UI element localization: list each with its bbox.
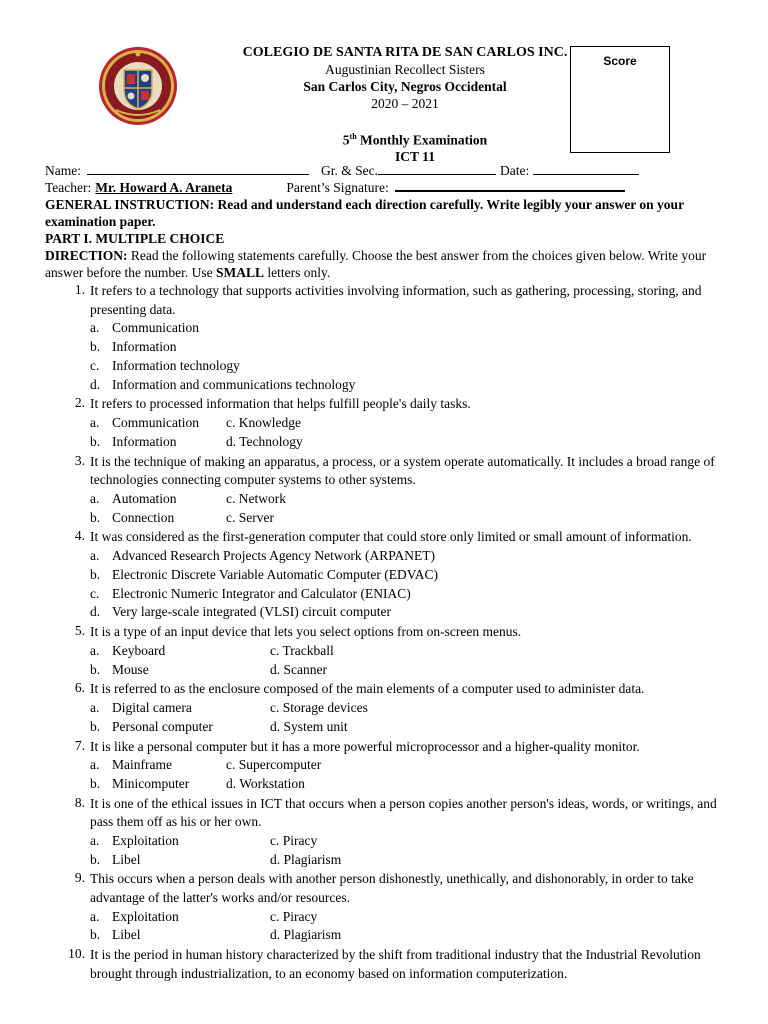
- direction-label: DIRECTION:: [45, 248, 128, 263]
- answer-choice: [90, 699, 192, 718]
- question-text: It is referred to as the enclosure composed of the main elements of a computer used to administer data.: [90, 681, 645, 697]
- question-item: [45, 453, 725, 528]
- choice-text: Information and communications technology: [112, 376, 356, 392]
- grade-section-field[interactable]: [378, 163, 496, 175]
- teacher-name: Mr. Howard A. Araneta: [95, 180, 233, 195]
- choice-row: [90, 926, 725, 945]
- answer-choice: [90, 357, 725, 376]
- direction-emphasis: SMALL: [215, 265, 264, 280]
- choice-letter: b.: [90, 775, 101, 791]
- choice-letter: a.: [90, 320, 100, 336]
- choice-text: Electronic Numeric Integrator and Calculator (ENIAC): [112, 585, 411, 601]
- choice-row: [90, 851, 725, 870]
- answer-choice: [90, 319, 725, 338]
- question-item: [45, 395, 725, 451]
- answer-choice: c. Trackball: [270, 642, 334, 658]
- score-box[interactable]: [570, 46, 670, 153]
- choice-text: Information: [112, 338, 177, 354]
- part-title: PART I. MULTIPLE CHOICE: [45, 231, 225, 246]
- choice-text: Mainframe: [112, 757, 172, 773]
- question-list: [45, 282, 725, 983]
- question-text: It is the period in human history characterized by the shift from traditional industry that the Industrial Revolution brought through industrialization, to an economy based on information computerization.: [90, 947, 701, 981]
- choice-grid: [90, 490, 725, 528]
- grade-section-label: Gr. & Sec.: [321, 163, 378, 178]
- answer-choice: d. Technology: [226, 433, 303, 449]
- question-item: [45, 282, 725, 394]
- exam-body: [45, 162, 725, 983]
- answer-choice: d. Plagiarism: [270, 851, 342, 867]
- answer-choice: [90, 718, 213, 737]
- question-text: It is a type of an input device that lets you select options from on-screen menus.: [90, 624, 522, 640]
- question-number: 8.: [74, 794, 85, 810]
- answer-choice: [90, 775, 189, 794]
- school-header: [210, 44, 600, 112]
- choice-row: [90, 414, 725, 433]
- choice-letter: a.: [90, 699, 100, 715]
- answer-choice: [90, 851, 141, 870]
- choice-row: [90, 832, 725, 851]
- answer-choice: [90, 926, 141, 945]
- answer-choice: [90, 547, 725, 566]
- answer-choice: [90, 566, 725, 585]
- choice-row: [90, 433, 725, 452]
- school-location: San Carlos City, Negros Occidental: [303, 79, 507, 94]
- question-text: It is the technique of making an apparatus, a process, or a system operate automatically. It includes a broad range of technologies connecting computer systems to other systems.: [90, 453, 715, 488]
- parent-signature-field[interactable]: [395, 179, 625, 192]
- choice-letter: a.: [90, 832, 100, 848]
- question-number: 4.: [74, 528, 85, 544]
- choice-row: [90, 775, 725, 794]
- school-name: COLEGIO DE SANTA RITA DE SAN CARLOS INC.: [242, 45, 568, 60]
- choice-letter: b.: [90, 566, 101, 582]
- choice-letter: b.: [90, 509, 101, 525]
- choice-row: [90, 509, 725, 528]
- question-number: 1.: [74, 282, 85, 297]
- choice-text: Personal computer: [112, 718, 213, 734]
- choice-letter: a.: [90, 547, 100, 563]
- question-item: [45, 946, 725, 983]
- question-item: [45, 680, 725, 736]
- answer-choice: d. Plagiarism: [270, 927, 342, 943]
- question-item: [45, 738, 725, 794]
- answer-choice: [90, 490, 177, 509]
- answer-choice: [90, 661, 149, 680]
- answer-choice: c. Network: [226, 490, 286, 506]
- answer-choice: [90, 832, 179, 851]
- choice-text: Information technology: [112, 357, 240, 373]
- choice-text: Information: [112, 433, 177, 449]
- choice-text: Mouse: [112, 661, 149, 677]
- choice-text: Exploitation: [112, 832, 179, 848]
- answer-choice: [90, 603, 725, 622]
- answer-choice: c. Piracy: [270, 908, 318, 924]
- answer-choice: [90, 338, 725, 357]
- choice-text: Advanced Research Projects Agency Network (ARPANET): [112, 547, 436, 563]
- choice-row: [90, 756, 725, 775]
- choice-row: [90, 490, 725, 509]
- answer-choice: d. System unit: [270, 718, 348, 734]
- choice-grid: [90, 699, 725, 737]
- choice-letter: b.: [90, 851, 101, 867]
- choice-letter: a.: [90, 414, 100, 430]
- school-year: 2020 – 2021: [371, 96, 439, 111]
- answer-choice: d. Workstation: [226, 775, 305, 791]
- choice-row: [90, 718, 725, 737]
- choice-letter: a.: [90, 490, 100, 506]
- question-text: It refers to processed information that helps fulfill people's daily tasks.: [90, 396, 471, 412]
- choice-grid: [90, 414, 725, 452]
- answer-choice: c. Server: [226, 509, 274, 525]
- choice-text: Exploitation: [112, 908, 179, 924]
- direction-text-2: your answer before the number. Use: [45, 248, 707, 280]
- congregation: Augustinian Recollect Sisters: [325, 62, 485, 77]
- question-number: 6.: [74, 680, 85, 696]
- choice-grid: [90, 642, 725, 680]
- school-seal-logo: [98, 46, 178, 126]
- exam-title: [260, 129, 570, 165]
- name-field[interactable]: [87, 163, 309, 175]
- choice-letter: b.: [90, 718, 101, 734]
- answer-choice: [90, 908, 179, 927]
- choice-letter: b.: [90, 661, 101, 677]
- date-label: Date:: [500, 163, 530, 178]
- answer-choice: [90, 585, 725, 604]
- exam-name: Monthly Examination: [360, 132, 488, 148]
- question-item: [45, 795, 725, 870]
- choice-text: Communication: [112, 320, 199, 336]
- choice-letter: a.: [90, 908, 100, 924]
- choice-text: Minicomputer: [112, 775, 190, 791]
- answer-choice: [90, 642, 165, 661]
- question-text: It is one of the ethical issues in ICT that occurs when a person copies another person's ideas, words, or writings, and pass them off as his or her own.: [90, 795, 717, 830]
- answer-choice: c. Supercomputer: [226, 757, 322, 773]
- choice-row: [90, 642, 725, 661]
- question-text: This occurs when a person deals with another person dishonestly, unethically, and dishonorably, in order to take advantage of the latter's works and/or resources.: [90, 871, 694, 906]
- student-info-row: [45, 162, 725, 179]
- teacher-label: Teacher:: [45, 180, 92, 195]
- question-number: 2.: [74, 395, 85, 411]
- choice-grid: [90, 908, 725, 946]
- score-label: Score: [603, 54, 637, 68]
- answer-choice: [90, 414, 199, 433]
- question-text: It is like a personal computer but it has a more powerful microprocessor and a higher-quality monitor.: [90, 738, 640, 754]
- question-item: [45, 623, 725, 679]
- date-field[interactable]: [533, 163, 639, 175]
- choice-row: [90, 661, 725, 680]
- choice-letter: c.: [90, 357, 100, 373]
- choice-letter: a.: [90, 642, 100, 658]
- teacher-row: [45, 179, 725, 196]
- choice-letter: c.: [90, 585, 100, 601]
- question-number: 9.: [74, 870, 85, 886]
- choice-text: Digital camera: [112, 699, 192, 715]
- question-text: It refers to a technology that supports activities involving information, such as gathering, processing, storing, and presenting data.: [90, 283, 702, 317]
- answer-choice: d. Scanner: [270, 661, 327, 677]
- question-item: [45, 528, 725, 622]
- answer-choice: c. Knowledge: [226, 414, 301, 430]
- answer-choice: [90, 376, 725, 395]
- question-number: 7.: [74, 737, 85, 753]
- choice-grid: [90, 832, 725, 870]
- choice-letter: b.: [90, 433, 101, 449]
- general-instruction: GENERAL INSTRUCTION: Read and understand each direction carefully. Write legibly your answer on your examination paper.: [45, 197, 684, 229]
- direction-text-3: letters only.: [267, 265, 331, 280]
- answer-choice: [90, 509, 174, 528]
- choice-letter: d.: [90, 604, 101, 620]
- question-number: 10.: [68, 946, 85, 962]
- question-text: It was considered as the first-generation computer that could store only limited or small amount of information.: [90, 529, 692, 545]
- answer-choice: [90, 756, 172, 775]
- parent-signature-label: Parent’s Signature:: [286, 180, 389, 195]
- choice-letter: a.: [90, 757, 100, 773]
- answer-choice: c. Storage devices: [270, 699, 368, 715]
- choice-letter: b.: [90, 927, 101, 943]
- choice-text: Connection: [112, 509, 175, 525]
- name-label: Name:: [45, 163, 81, 178]
- choice-list: [90, 547, 725, 622]
- direction: [45, 247, 725, 281]
- choice-row: [90, 699, 725, 718]
- choice-text: Keyboard: [112, 642, 166, 658]
- choice-text: Communication: [112, 414, 199, 430]
- choice-text: Very large-scale integrated (VLSI) circuit computer: [112, 604, 392, 620]
- question-number: 3.: [74, 452, 85, 468]
- exam-ordinal-suffix: th: [349, 132, 357, 141]
- choice-text: Libel: [112, 851, 141, 867]
- choice-list: [90, 319, 725, 394]
- choice-text: Electronic Discrete Variable Automatic Computer (EDVAC): [112, 566, 439, 582]
- answer-choice: [90, 433, 176, 452]
- question-item: [45, 870, 725, 945]
- answer-choice: c. Piracy: [270, 832, 318, 848]
- direction-text-1: Read the following statements carefully. Choose the best answer from the choices given below. Write: [130, 248, 678, 263]
- question-number: 5.: [74, 623, 85, 639]
- choice-row: [90, 908, 725, 927]
- exam-ordinal: 5: [342, 132, 350, 148]
- choice-text: Automation: [112, 490, 177, 506]
- subject: ICT 11: [395, 148, 435, 164]
- choice-grid: [90, 756, 725, 794]
- choice-letter: d.: [90, 376, 101, 392]
- choice-text: Libel: [112, 927, 141, 943]
- choice-letter: b.: [90, 338, 101, 354]
